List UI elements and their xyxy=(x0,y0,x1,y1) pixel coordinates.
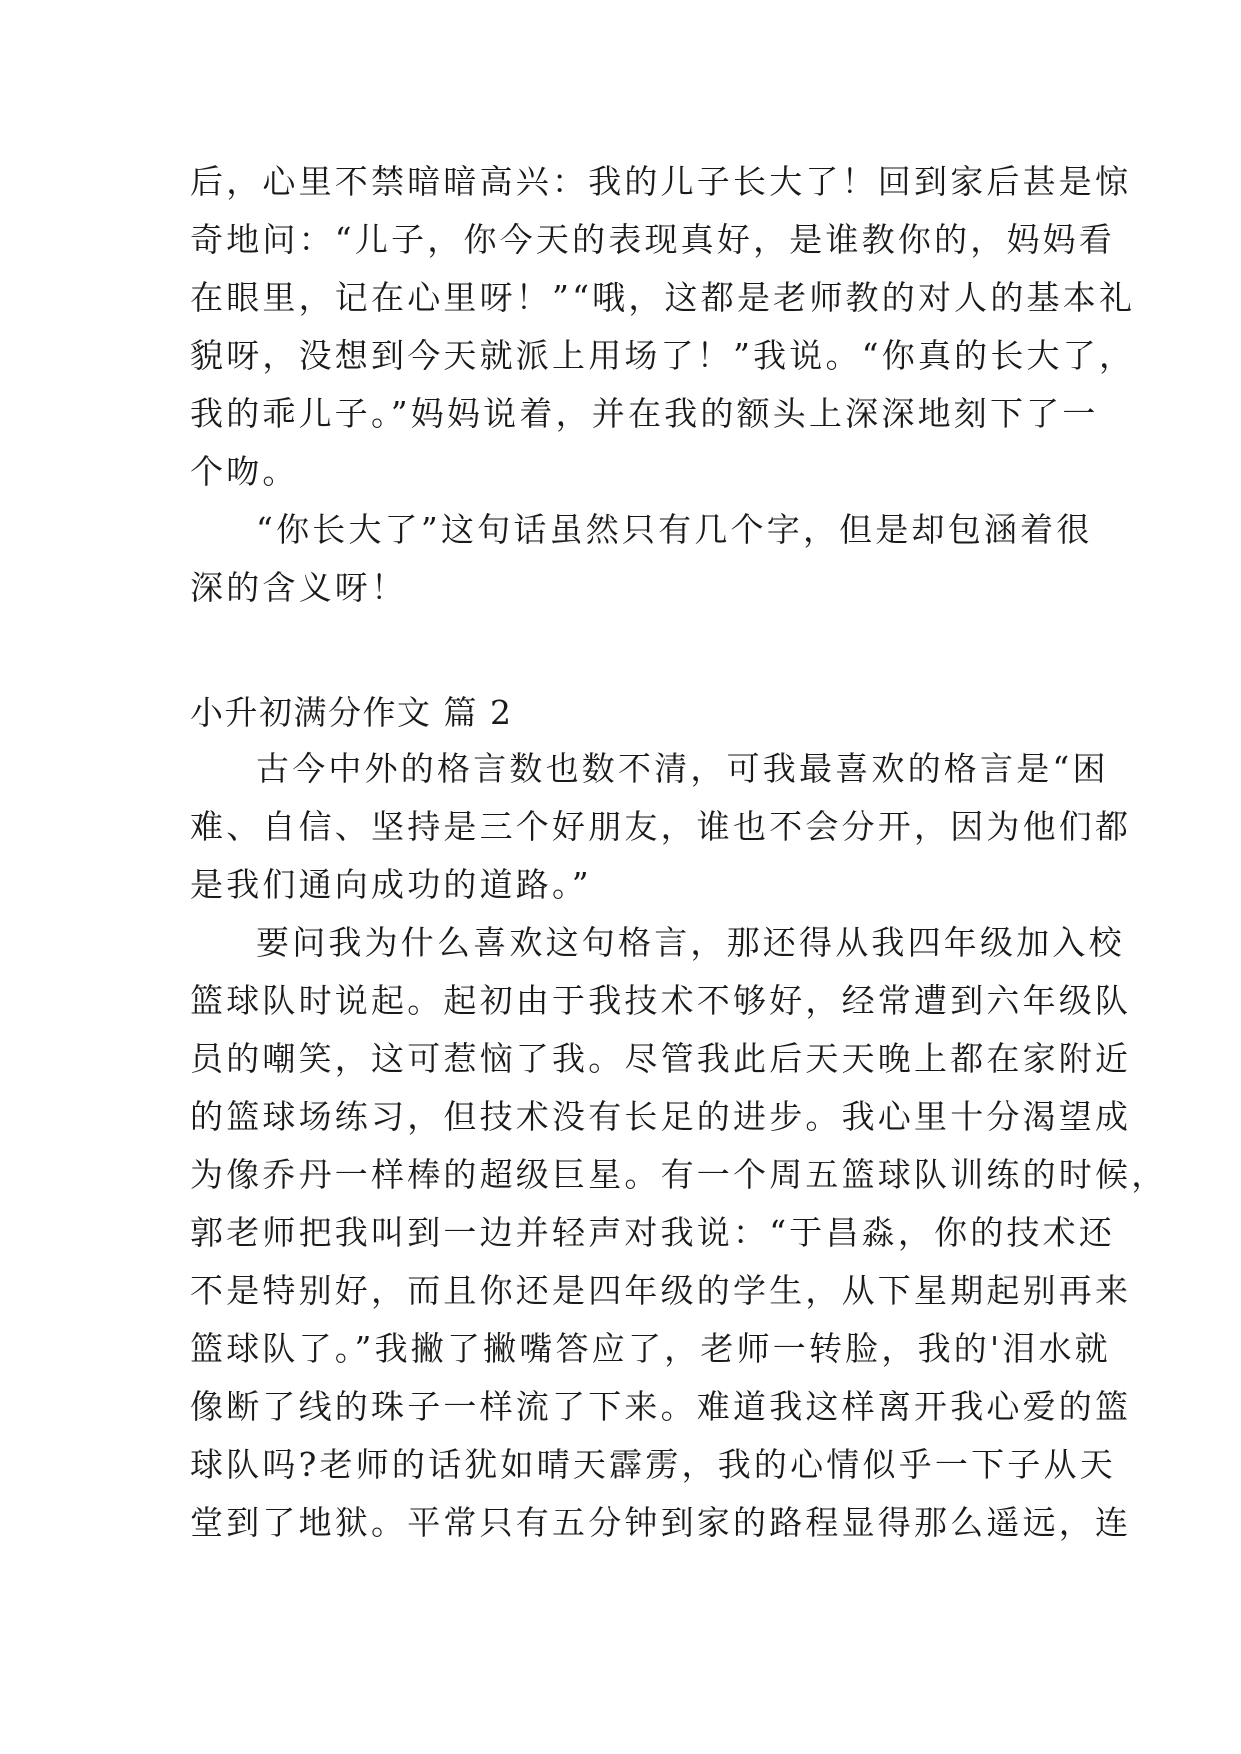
paragraph-line: 个吻。 xyxy=(190,452,299,491)
paragraph-line: 我的乖儿子。”妈妈说着，并在我的额头上深深地刻下了一 xyxy=(190,394,1099,433)
paragraph-line: 像断了线的珠子一样流了下来。难道我这样离开我心爱的篮 xyxy=(190,1387,1132,1426)
paragraph-line: 后，心里不禁暗暗高兴：我的儿子长大了！回到家后甚是惊 xyxy=(190,162,1132,201)
paragraph-line: 古今中外的格言数也数不清，可我最喜欢的格言是“困 xyxy=(256,749,1109,788)
paragraph-line: 堂到了地狱。平常只有五分钟到家的路程显得那么遥远，连 xyxy=(190,1503,1132,1542)
paragraph-line: 在眼里，记在心里呀！”“哦，这都是老师教的对人的基本礼 xyxy=(190,278,1136,317)
paragraph-line: 为像乔丹一样棒的超级巨星。有一个周五篮球队训练的时候， xyxy=(190,1155,1168,1194)
paragraph-line: 的篮球场练习，但技术没有长足的进步。我心里十分渴望成 xyxy=(190,1097,1132,1136)
paragraph-line: 貌呀，没想到今天就派上用场了！”我说。“你真的长大了， xyxy=(190,336,1136,375)
paragraph-line: 是我们通向成功的道路。” xyxy=(190,865,592,904)
paragraph-line: 奇地问：“儿子，你今天的表现真好，是谁教你的，妈妈看 xyxy=(190,220,1116,259)
paragraph-line: 球队吗?老师的话犹如晴天霹雳，我的心情似乎一下子从天 xyxy=(190,1445,1116,1484)
section-title: 小升初满分作文 篇 2 xyxy=(190,693,513,732)
paragraph-line: “你长大了”这句话虽然只有几个字，但是却包涵着很 xyxy=(256,510,1093,549)
paragraph-line: 不是特别好，而且你还是四年级的学生，从下星期起别再来 xyxy=(190,1271,1132,1310)
paragraph-line: 要问我为什么喜欢这句格言，那还得从我四年级加入校 xyxy=(256,923,1125,962)
paragraph-line: 篮球队时说起。起初由于我技术不够好，经常遭到六年级队 xyxy=(190,981,1132,1020)
paragraph-line: 篮球队了。”我撇了撇嘴答应了，老师一转脸，我的'泪水就 xyxy=(190,1329,1111,1368)
paragraph-line: 深的含义呀！ xyxy=(190,568,408,607)
paragraph-line: 难、自信、坚持是三个好朋友，谁也不会分开，因为他们都 xyxy=(190,807,1132,846)
paragraph-line: 员的嘲笑，这可惹恼了我。尽管我此后天天晚上都在家附近 xyxy=(190,1039,1132,1078)
paragraph-line: 郭老师把我叫到一边并轻声对我说：“于昌淼，你的技术还 xyxy=(190,1213,1116,1252)
